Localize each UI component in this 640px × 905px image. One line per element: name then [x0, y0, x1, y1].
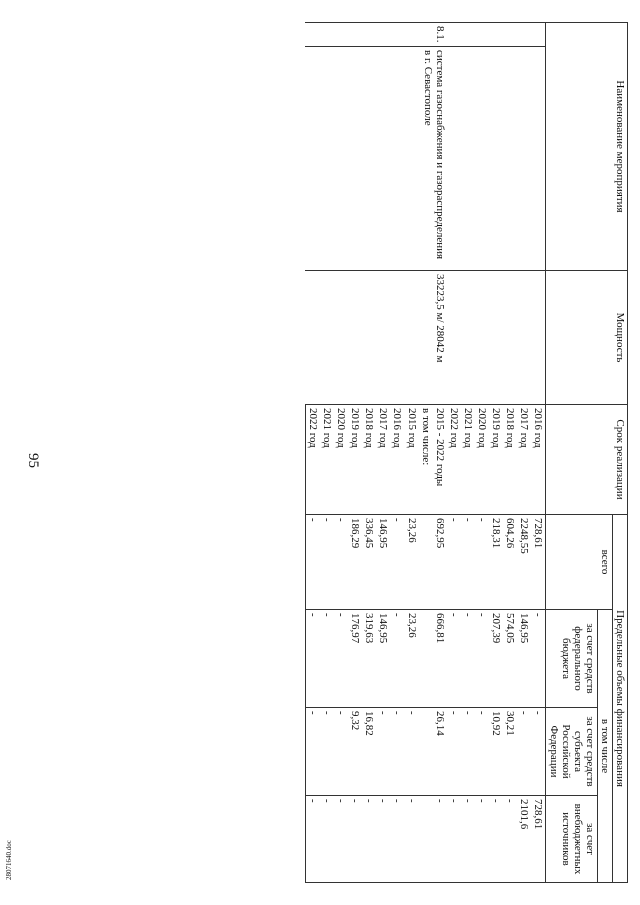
- cell-name: [475, 47, 489, 271]
- cell-name: [489, 47, 503, 271]
- cell-number: [531, 23, 546, 47]
- cell-regional: -: [305, 708, 320, 796]
- cell-capacity: [517, 271, 531, 405]
- cell-period: 2018 год: [362, 405, 376, 515]
- cell-federal: -: [475, 610, 489, 708]
- cell-regional: -: [475, 708, 489, 796]
- cell-period: 2015 - 2022 годы: [433, 405, 447, 515]
- cell-empty: [419, 515, 433, 610]
- cell-capacity: [531, 271, 546, 405]
- header-federal: за счет средств федерального бюджета: [546, 610, 597, 708]
- header-regional: за счет средств субъекта Российской Федерации: [546, 708, 597, 796]
- table-row: [475, 23, 489, 883]
- cell-total: 692,95: [433, 515, 447, 610]
- cell-period: 2016 год: [390, 405, 404, 515]
- cell-total: -: [447, 515, 461, 610]
- cell-period: 2022 год: [305, 405, 320, 515]
- table-row: [517, 23, 531, 883]
- cell-capacity: [447, 271, 461, 405]
- cell-extra: -: [503, 796, 517, 883]
- cell-name: [447, 47, 461, 271]
- cell-period: 2016 год: [531, 405, 546, 515]
- cell-period: 2017 год: [376, 405, 390, 515]
- cell-period: 2021 год: [461, 405, 475, 515]
- cell-total: -: [305, 515, 320, 610]
- table-body: [305, 23, 546, 883]
- cell-number: [503, 23, 517, 47]
- cell-number: [475, 23, 489, 47]
- cell-name: [531, 47, 546, 271]
- header-financing: Предельные объемы финансирования: [612, 515, 627, 883]
- rotated-table-area: [58, 22, 628, 882]
- cell-extra: -: [334, 796, 348, 883]
- cell-total: 23,26: [405, 515, 419, 610]
- cell-period: 2021 год: [320, 405, 334, 515]
- cell-extra: -: [433, 796, 447, 883]
- header-capacity: Мощность: [546, 271, 628, 405]
- cell-federal: 176,97: [348, 610, 362, 708]
- cell-federal: -: [320, 610, 334, 708]
- cell-period: 2020 год: [475, 405, 489, 515]
- cell-name: [461, 47, 475, 271]
- page-number: 95: [25, 453, 41, 468]
- cell-number: [517, 23, 531, 47]
- cell-total: -: [475, 515, 489, 610]
- cell-federal: -: [461, 610, 475, 708]
- item-capacity: 33223,5 м/ 28042 м: [305, 271, 446, 405]
- cell-regional: 16,82: [362, 708, 376, 796]
- cell-period: 2017 год: [517, 405, 531, 515]
- cell-extra: -: [348, 796, 362, 883]
- cell-federal: -: [447, 610, 461, 708]
- cell-extra: -: [489, 796, 503, 883]
- cell-total: 146,95: [376, 515, 390, 610]
- cell-extra: 728,61: [531, 796, 546, 883]
- cell-extra: -: [447, 796, 461, 883]
- cell-regional: -: [517, 708, 531, 796]
- cell-total: 336,45: [362, 515, 376, 610]
- cell-regional: -: [320, 708, 334, 796]
- cell-regional: -: [334, 708, 348, 796]
- cell-regional: 10,92: [489, 708, 503, 796]
- cell-federal: -: [531, 610, 546, 708]
- cell-empty: [419, 610, 433, 708]
- cell-regional: 9,32: [348, 708, 362, 796]
- cell-regional: -: [405, 708, 419, 796]
- cell-federal: 146,95: [517, 610, 531, 708]
- cell-federal: 23,26: [405, 610, 419, 708]
- header-name: Наименование мероприятия: [546, 23, 628, 271]
- cell-extra: -: [320, 796, 334, 883]
- cell-regional: -: [390, 708, 404, 796]
- cell-federal: -: [390, 610, 404, 708]
- cell-total: 728,61: [531, 515, 546, 610]
- cell-total: -: [390, 515, 404, 610]
- cell-regional: -: [461, 708, 475, 796]
- cell-total: 186,29: [348, 515, 362, 610]
- cell-federal: 146,95: [376, 610, 390, 708]
- cell-total: 218,31: [489, 515, 503, 610]
- cell-total: 2248,55: [517, 515, 531, 610]
- cell-regional: 30,21: [503, 708, 517, 796]
- cell-empty: [419, 708, 433, 796]
- cell-capacity: [489, 271, 503, 405]
- cell-federal: -: [334, 610, 348, 708]
- header-including: в том числе: [597, 610, 612, 883]
- cell-period: 2018 год: [503, 405, 517, 515]
- header-total: всего: [546, 515, 612, 610]
- document-id: 28071640.doc: [5, 840, 13, 880]
- table-row: [489, 23, 503, 883]
- cell-regional: -: [447, 708, 461, 796]
- cell-federal: 574,05: [503, 610, 517, 708]
- cell-capacity: [503, 271, 517, 405]
- cell-name: [517, 47, 531, 271]
- item-number: 8.1.: [305, 23, 446, 47]
- cell-extra: -: [376, 796, 390, 883]
- cell-name: [503, 47, 517, 271]
- cell-extra: -: [305, 796, 320, 883]
- cell-federal: 207,39: [489, 610, 503, 708]
- cell-period: 2019 год: [348, 405, 362, 515]
- header-extrabudget: за счет внебюджетных источников: [546, 796, 597, 883]
- header-period: Срок реализации: [546, 405, 628, 515]
- table-row: [531, 23, 546, 883]
- cell-extra: -: [461, 796, 475, 883]
- cell-period: 2015 год: [405, 405, 419, 515]
- cell-extra: -: [405, 796, 419, 883]
- cell-federal: 319,63: [362, 610, 376, 708]
- cell-extra: -: [362, 796, 376, 883]
- cell-total: -: [320, 515, 334, 610]
- cell-number: [461, 23, 475, 47]
- cell-capacity: [475, 271, 489, 405]
- cell-regional: -: [376, 708, 390, 796]
- cell-period: 2022 год: [447, 405, 461, 515]
- cell-extra: -: [475, 796, 489, 883]
- cell-period: 2020 год: [334, 405, 348, 515]
- cell-total: -: [461, 515, 475, 610]
- cell-number: [447, 23, 461, 47]
- financing-table: [305, 22, 628, 883]
- cell-regional: 26,14: [433, 708, 447, 796]
- item-name: система газоснабжения и газораспределения в г. Севастополе: [305, 47, 446, 271]
- table-row: [461, 23, 475, 883]
- including-label: в том числе:: [419, 405, 433, 515]
- table-row-item-summary: [433, 23, 447, 883]
- table-row: [503, 23, 517, 883]
- cell-extra: -: [390, 796, 404, 883]
- cell-total: -: [334, 515, 348, 610]
- cell-total: 604,26: [503, 515, 517, 610]
- cell-capacity: [461, 271, 475, 405]
- cell-regional: -: [531, 708, 546, 796]
- cell-empty: [419, 796, 433, 883]
- cell-federal: -: [305, 610, 320, 708]
- cell-period: 2019 год: [489, 405, 503, 515]
- cell-extra: 2101,6: [517, 796, 531, 883]
- cell-federal: 666,81: [433, 610, 447, 708]
- cell-number: [489, 23, 503, 47]
- table-row: [447, 23, 461, 883]
